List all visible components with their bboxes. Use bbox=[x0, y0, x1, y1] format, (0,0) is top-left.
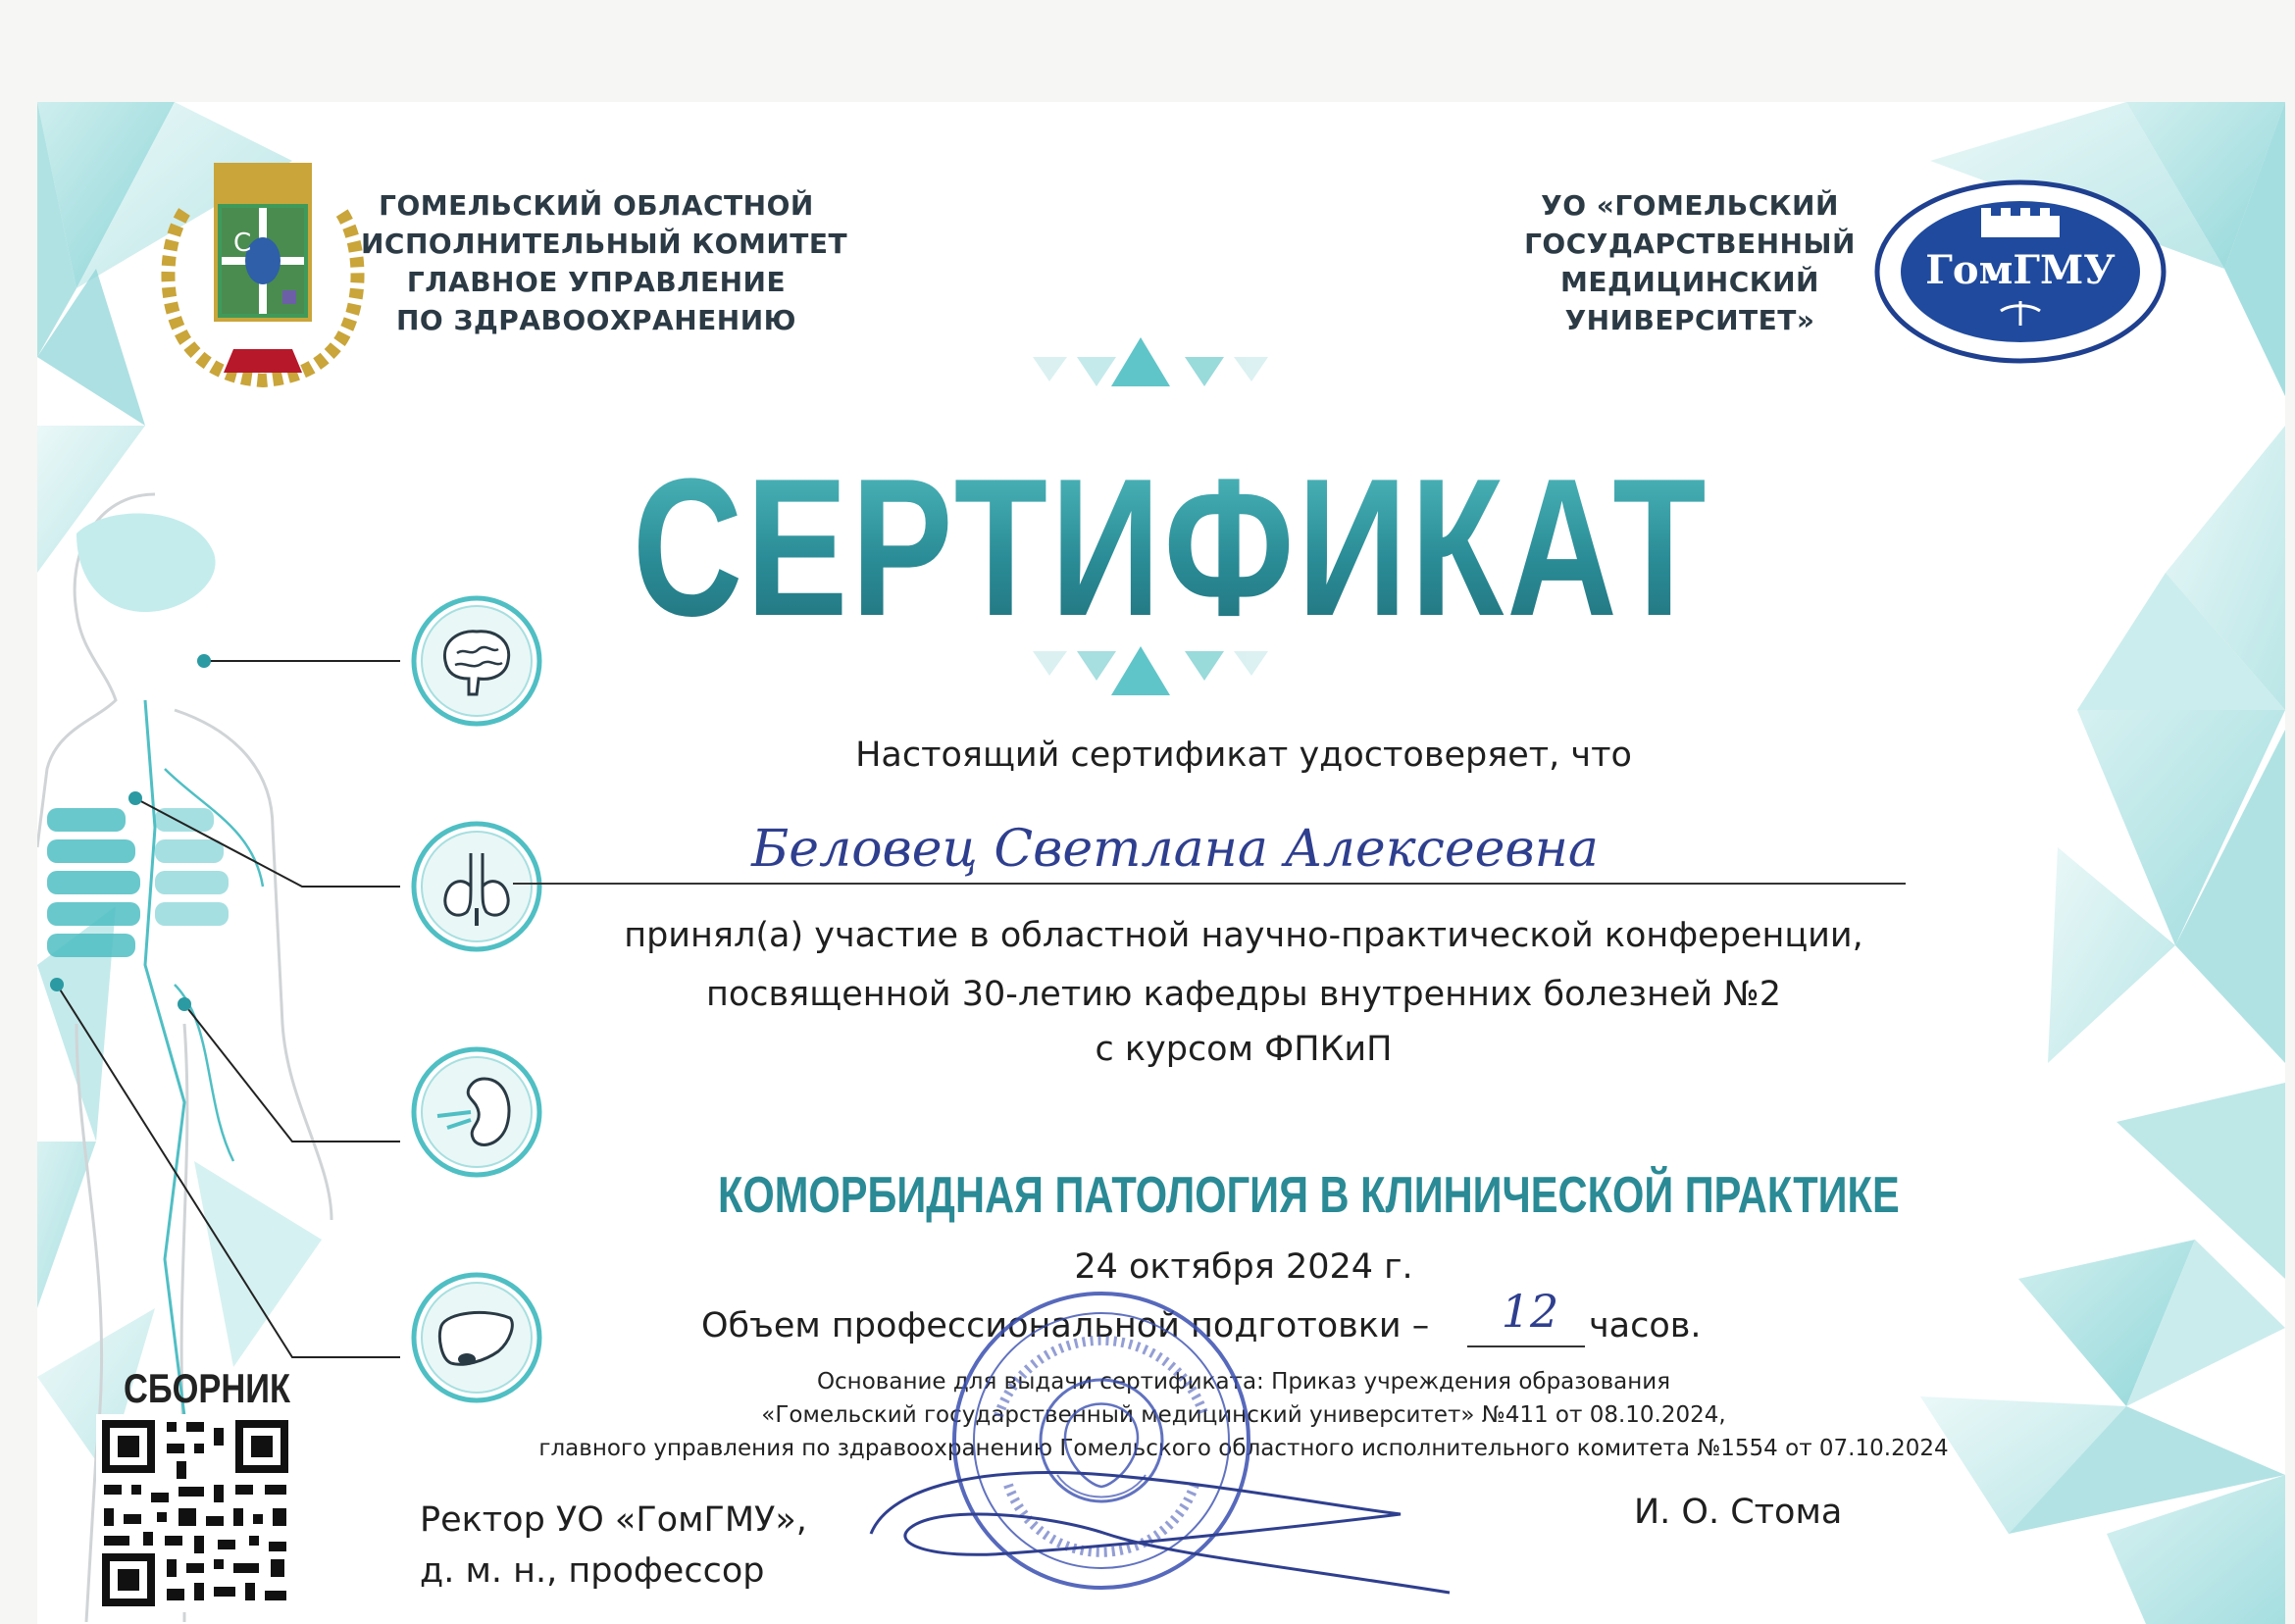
certificate-title: СЕРТИФИКАТ bbox=[294, 435, 2048, 661]
participation-line: принял(а) участие в областной научно-практической конференции, bbox=[624, 916, 1863, 955]
issuer-right bbox=[1508, 186, 1871, 339]
certificate-sheet bbox=[37, 102, 2285, 1624]
hours-value: 12 bbox=[1501, 1285, 1559, 1338]
basis-line: «Гомельский государственный медицинский университет» №411 от 08.10.2024, bbox=[761, 1402, 1726, 1428]
participation-line: посвященной 30-летию кафедры внутренних болезней №2 bbox=[706, 975, 1781, 1014]
participation-line: с курсом ФПКиП bbox=[1095, 1030, 1393, 1069]
basis-line: Основание для выдачи сертификата: Приказ учреждения образования bbox=[816, 1369, 1671, 1395]
issuer-left-line: ГОМЕЛЬСКИЙ ОБЛАСТНОЙ bbox=[379, 189, 814, 222]
issuer-right-line: УО «ГОМЕЛЬСКИЙ bbox=[1541, 189, 1839, 222]
basis-line: главного управления по здравоохранению Гомельского областного исполнительного комитета №1554 от 07.10.2024 bbox=[538, 1436, 1949, 1461]
issuer-left-line: ПО ЗДРАВООХРАНЕНИЮ bbox=[395, 304, 797, 336]
qr-code bbox=[96, 1414, 294, 1612]
issuer-left-line: ГЛАВНОЕ УПРАВЛЕНИЕ bbox=[406, 266, 787, 298]
participant-name: Беловец Светлана Алексеевна bbox=[751, 820, 1599, 879]
hours-underline bbox=[1467, 1345, 1585, 1347]
issuer-right-line: МЕДИЦИНСКИЙ bbox=[1559, 266, 1819, 298]
svg-text:С: С bbox=[233, 228, 252, 258]
issuer-left bbox=[361, 186, 848, 339]
signatory-position-line1: Ректор УО «ГомГМУ», bbox=[420, 1500, 807, 1540]
signatory-name: И. О. Стома bbox=[1634, 1493, 1843, 1532]
issuer-right-line: УНИВЕРСИТЕТ» bbox=[1564, 304, 1815, 336]
name-underline bbox=[513, 883, 1906, 885]
certifies-text: Настоящий сертификат удостоверяет, что bbox=[855, 736, 1632, 775]
signatory-position-line2: д. м. н., профессор bbox=[420, 1551, 765, 1591]
university-logo-text: ГомГМУ bbox=[1925, 247, 2116, 293]
coat-of-arms-emblem bbox=[155, 153, 371, 388]
issuer-left-line: ИСПОЛНИТЕЛЬНЫЙ КОМИТЕТ bbox=[361, 228, 848, 260]
event-date: 24 октября 2024 г. bbox=[1074, 1247, 1413, 1287]
rector-signature bbox=[851, 1446, 1459, 1602]
university-logo bbox=[1873, 178, 2168, 365]
issuer-right-line: ГОСУДАРСТВЕННЫЙ bbox=[1524, 228, 1856, 260]
hours-prefix: Объем профессиональной подготовки – bbox=[701, 1306, 1430, 1345]
qr-label: СБОРНИК bbox=[124, 1365, 291, 1411]
hours-suffix: часов. bbox=[1589, 1306, 1702, 1345]
title-ornament-top bbox=[1033, 337, 1268, 386]
conference-topic: КОМОРБИДНАЯ ПАТОЛОГИЯ В КЛИНИЧЕСКОЙ ПРАКТИКЕ bbox=[718, 1167, 1900, 1224]
